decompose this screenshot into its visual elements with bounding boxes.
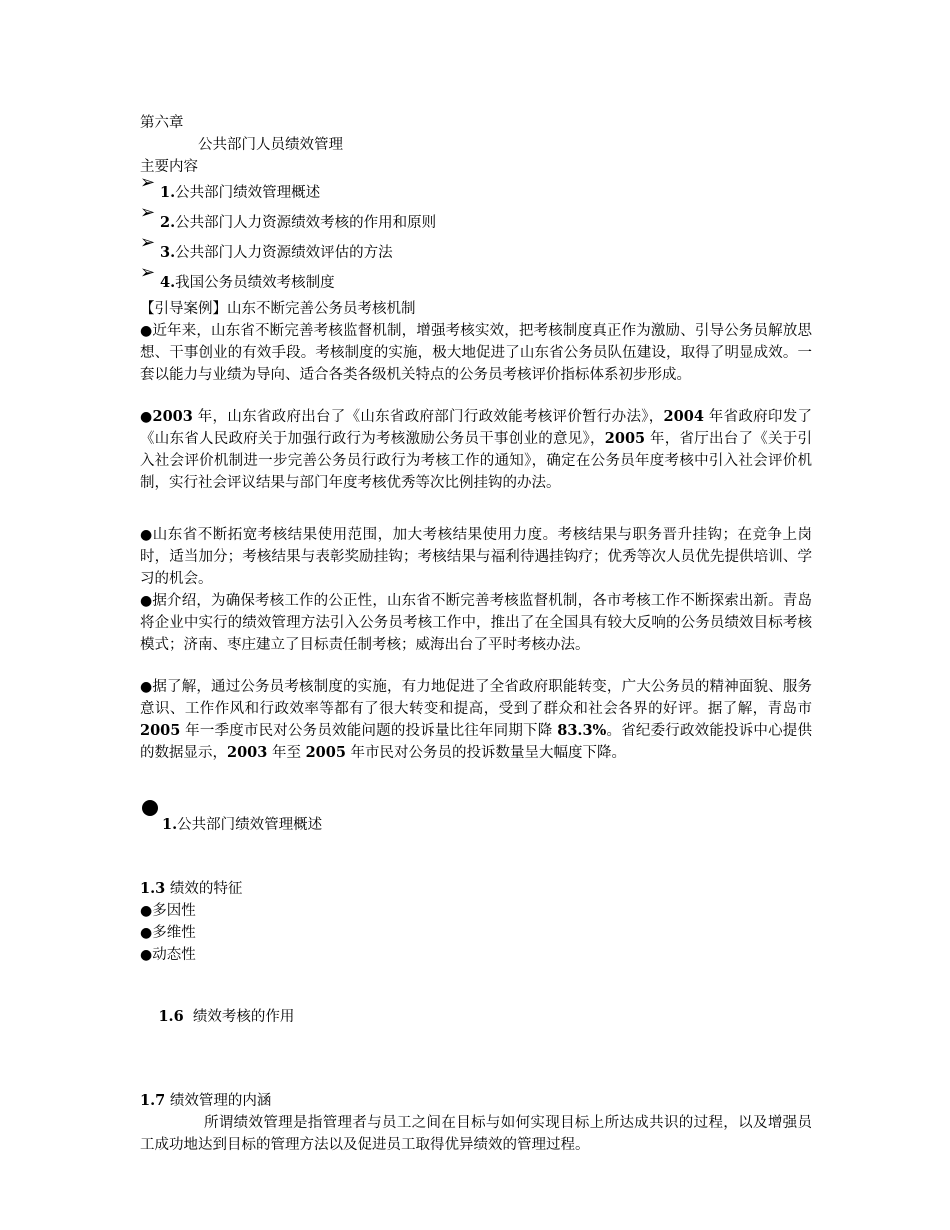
bullet-icon: ● bbox=[140, 925, 153, 941]
feature-text: 多维性 bbox=[152, 925, 196, 941]
paragraph-text: 年，山东省政府出台了《山东省政府部门行政效能考核评价暂行办法》， bbox=[192, 409, 664, 425]
section-1-label bbox=[162, 814, 322, 836]
paragraph-text: 山东省不断拓宽考核结果使用范围，加大考核结果使用力度。考核结果与职务晋升挂钩；在竞争上岗时，适当加分；考核结果与表彰奖励挂钩；考核结果与福利待遇挂钩疗；优秀等次人员优先提供培训、学习的机会。 bbox=[140, 527, 813, 587]
percentage: 83.3% bbox=[557, 722, 607, 739]
toc-item-text: 公共部门人力资源绩效评估的方法 bbox=[175, 245, 393, 261]
year-2005: 2005 bbox=[305, 744, 346, 761]
section-number: 1.7 bbox=[140, 1092, 166, 1109]
paragraph-text: 年省政府印发了《山东省人民政府关于加强行政行为考核激励公务员干事创业的意见》， bbox=[140, 409, 812, 447]
bullet-icon: ● bbox=[140, 593, 153, 609]
bullet-icon: ● bbox=[140, 903, 153, 919]
heading-1-6 bbox=[140, 984, 812, 1050]
bullet-icon: ● bbox=[140, 947, 153, 963]
chapter-label: 第六章 bbox=[140, 115, 184, 131]
toc-item-text: 公共部门人力资源绩效考核的作用和原则 bbox=[175, 215, 437, 231]
paragraph-text: 年，省厅出台了《关于引入社会评价机制进一步完善公务员行政行为考核工作的通知》，确定在公务员年度考核中引入社会评价机制，实行社会评议结果与部门年度考核优秀等次比例挂钩的办法。 bbox=[140, 431, 813, 491]
toc-list bbox=[140, 172, 812, 294]
arrow-icon: ➢ bbox=[140, 172, 156, 193]
year-2003: 2003 bbox=[227, 744, 268, 761]
arrow-icon: ➢ bbox=[140, 232, 156, 253]
case-paragraph-3 bbox=[140, 524, 812, 590]
large-bullet-icon bbox=[142, 800, 158, 816]
case-title: 【引导案例】山东不断完善公务员考核机制 bbox=[140, 301, 416, 317]
case-paragraph-4 bbox=[140, 590, 812, 656]
arrow-icon: ➢ bbox=[140, 262, 156, 283]
document-body bbox=[140, 112, 812, 1156]
feature-text: 动态性 bbox=[152, 947, 196, 963]
toc-item-text: 我国公务员绩效考核制度 bbox=[175, 275, 335, 291]
toc-item-text: 公共部门绩效管理概述 bbox=[175, 185, 321, 201]
case-paragraph-5 bbox=[140, 676, 812, 764]
section-title: 绩效考核的作用 bbox=[183, 1009, 295, 1025]
feature-text: 多因性 bbox=[152, 903, 196, 919]
section-title: 绩效管理的内涵 bbox=[165, 1093, 272, 1109]
bullet-icon: ● bbox=[140, 527, 153, 543]
toc-item-1 bbox=[140, 172, 812, 204]
year-2004: 2004 bbox=[663, 408, 704, 425]
definition-paragraph: 所谓绩效管理是指管理者与员工之间在目标与如何实现目标上所达成共识的过程，以及增强员工成功地达到目标的管理方法以及促进员工取得优异绩效的管理过程。 bbox=[140, 1115, 812, 1153]
heading-1-7 bbox=[140, 1090, 812, 1112]
year-2005: 2005 bbox=[140, 722, 181, 739]
section-title: 公共部门绩效管理概述 bbox=[177, 817, 323, 833]
paragraph-text: 近年来，山东省不断完善考核监督机制，增强考核实效，把考核制度真正作为激励、引导公务员解放思想、干事创业的有效手段。考核制度的实施，极大地促进了山东省公务员队伍建设，取得了明显成效。一套以能力与业绩为导向、适合各类各级机关特点的公务员考核评价指标体系初步形成。 bbox=[140, 323, 813, 383]
main-content-heading: 主要内容 bbox=[140, 159, 198, 175]
feature-item bbox=[140, 944, 812, 966]
toc-item-number: 4. bbox=[160, 274, 176, 291]
paragraph-text: 年市民对公务员的投诉数量呈大幅度下降。 bbox=[345, 745, 627, 761]
paragraph-text: 据介绍，为确保考核工作的公正性，山东省不断完善考核监督机制，各市考核工作不断探索出新。青岛将企业中实行的绩效管理方法引入公务员考核工作中，推出了在全国具有较大反响的公务员绩效目标考核模式；济南、枣庄建立了目标责任制考核；威海出台了平时考核办法。 bbox=[140, 593, 813, 653]
toc-item-number: 3. bbox=[160, 244, 176, 261]
year-2005: 2005 bbox=[604, 430, 646, 447]
toc-item-3 bbox=[140, 232, 812, 264]
paragraph-text: 据了解，通过公务员考核制度的实施，有力地促进了全省政府职能转变，广大公务员的精神面貌、服务意识、工作作风和行政效率等都有了很大转变和提高，受到了群众和社会各界的好评。据了解，青岛市 bbox=[140, 679, 813, 717]
heading-1-3 bbox=[140, 878, 812, 900]
case-paragraph-2 bbox=[140, 406, 812, 494]
feature-item bbox=[140, 900, 812, 922]
paragraph-text: 。省纪委行政效能投诉中心提供的数据显示， bbox=[140, 723, 813, 761]
bullet-icon: ● bbox=[140, 323, 153, 339]
section-number: 1. bbox=[162, 816, 178, 833]
bullet-icon: ● bbox=[140, 679, 153, 695]
paragraph-text: 年一季度市民对公务员效能问题的投诉量比往年同期下降 bbox=[180, 723, 558, 739]
toc-item-number: 1. bbox=[160, 184, 176, 201]
arrow-icon: ➢ bbox=[140, 202, 156, 223]
bullet-icon: ● bbox=[140, 409, 153, 425]
section-number: 1.6 bbox=[158, 1008, 184, 1025]
toc-item-2 bbox=[140, 202, 812, 234]
paragraph-text: 年至 bbox=[267, 745, 306, 761]
section-title: 绩效的特征 bbox=[165, 881, 243, 897]
chapter-title: 公共部门人员绩效管理 bbox=[198, 137, 343, 153]
section-1-heading bbox=[140, 800, 812, 852]
toc-item-number: 2. bbox=[160, 214, 176, 231]
year-2003: 2003 bbox=[152, 408, 193, 425]
toc-item-4 bbox=[140, 262, 812, 294]
case-paragraph-1 bbox=[140, 320, 812, 386]
section-number: 1.3 bbox=[140, 880, 166, 897]
feature-item bbox=[140, 922, 812, 944]
